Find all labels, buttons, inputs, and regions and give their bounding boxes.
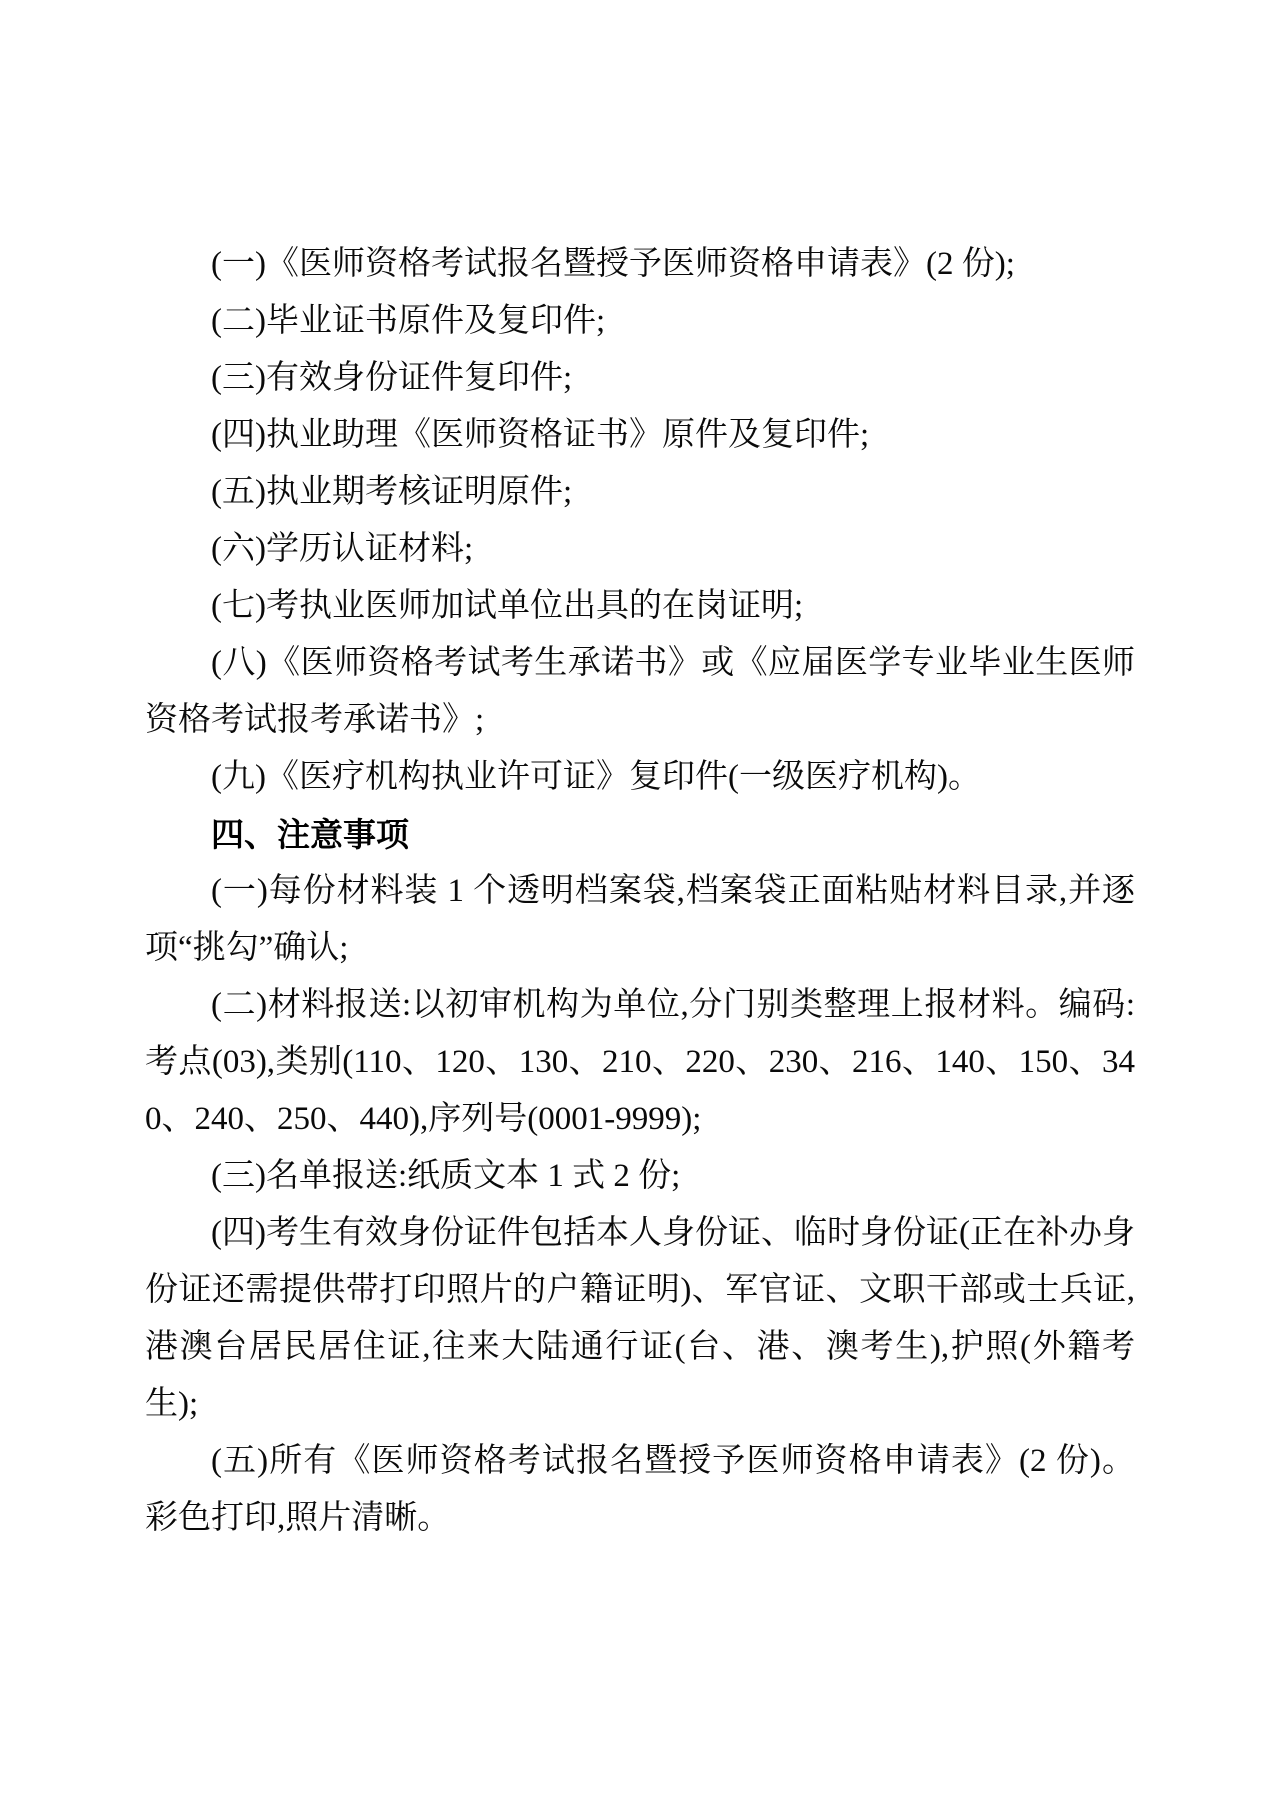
materials-item-7: (七)考执业医师加试单位出具的在岗证明; <box>211 588 804 624</box>
materials-item-1: (一)《医师资格考试报名暨授予医师资格申请表》(2 份); <box>211 246 1015 282</box>
materials-item-2: (二)毕业证书原件及复印件; <box>211 303 606 339</box>
notes-section-heading: 四、注意事项 <box>211 816 409 853</box>
notes-item-3: (三)名单报送:纸质文本 1 式 2 份; <box>211 1158 681 1194</box>
materials-item-5: (五)执业期考核证明原件; <box>211 474 573 510</box>
materials-item-3: (三)有效身份证件复印件; <box>211 360 573 396</box>
materials-item-9: (九)《医疗机构执业许可证》复印件(一级医疗机构)。 <box>211 759 981 795</box>
notes-item-2: (二)材料报送:以初审机构为单位,分门别类整理上报材料。编码:考点(03),类别(110、120、130、210、220、230、216、140、150、340、240、250、440),序列号(0001-9999); <box>145 987 1135 1137</box>
notes-item-5: (五)所有《医师资格考试报名暨授予医师资格申请表》(2 份)。彩色打印,照片清晰。 <box>145 1443 1135 1536</box>
materials-item-8: (八)《医师资格考试考生承诺书》或《应届医学专业毕业生医师资格考试报考承诺书》; <box>145 645 1135 738</box>
notes-item-1: (一)每份材料装 1 个透明档案袋,档案袋正面粘贴材料目录,并逐项“挑勾”确认; <box>145 873 1135 966</box>
materials-item-4: (四)执业助理《医师资格证书》原件及复印件; <box>211 417 870 453</box>
notes-item-4: (四)考生有效身份证件包括本人身份证、临时身份证(正在补办身份证还需提供带打印照片的户籍证明)、军官证、文职干部或士兵证,港澳台居民居住证,往来大陆通行证(台、港、澳考生),护照(外籍考生); <box>145 1215 1135 1422</box>
materials-item-6: (六)学历认证材料; <box>211 531 474 567</box>
